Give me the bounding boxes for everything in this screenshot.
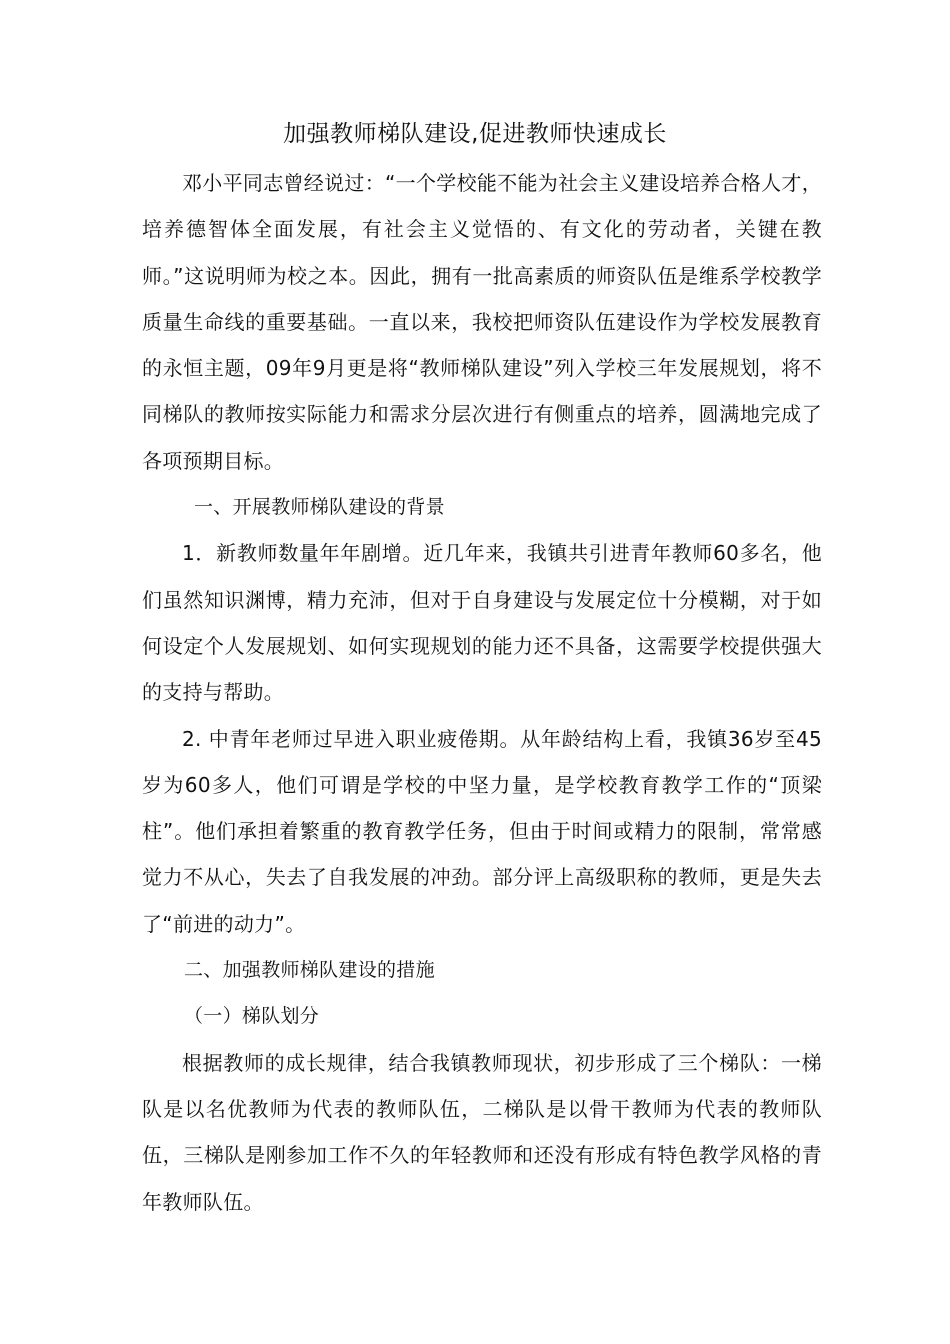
document-body (142, 160, 822, 1225)
background-point-2: 2. 中青年老师过早进入职业疲倦期。从年龄结构上看，我镇36岁至45岁为60多人，他们可谓是学校的中坚力量，是学校教育教学工作的“顶梁柱”。他们承担着繁重的教育教学任务，但由于时间或精力的限制，常常感觉力不从心，失去了自我发展的冲劲。部分评上高级职称的教师，更是失去了“前进的动力”。 (142, 726, 822, 936)
section-heading-background: 一、开展教师梯队建设的背景 (194, 496, 445, 519)
intro-paragraph: 邓小平同志曾经说过：“一个学校能不能为社会主义建设培养合格人才，培养德智体全面发展，有社会主义觉悟的、有文化的劳动者，关键在教师。”这说明师为校之本。因此，拥有一批高素质的师资队伍是维系学校教学质量生命线的重要基础。一直以来，我校把师资队伍建设作为学校发展教育的永恒主题，09年9月更是将“教师梯队建设”列入学校三年发展规划，将不同梯队的教师按实际能力和需求分层次进行有侧重点的培养，圆满地完成了各项预期目标。 (142, 171, 822, 473)
background-point-1: 1．新教师数量年年剧增。近几年来，我镇共引进青年教师60多名，他们虽然知识渊博，精力充沛，但对于自身建设与发展定位十分模糊，对于如何设定个人发展规划、如何实现规划的能力还不具备，这需要学校提供强大的支持与帮助。 (142, 541, 822, 705)
subsection-heading-division: （一）梯队划分 (184, 1005, 320, 1028)
document-title: 加强教师梯队建设,促进教师快速成长 (283, 121, 667, 147)
section-heading-measures: 二、加强教师梯队建设的措施 (184, 959, 435, 982)
division-paragraph: 根据教师的成长规律，结合我镇教师现状，初步形成了三个梯队：一梯队是以名优教师为代表的教师队伍，二梯队是以骨干教师为代表的教师队伍，三梯队是刚参加工作不久的年轻教师和还没有形成有特色教学风格的青年教师队伍。 (142, 1050, 822, 1214)
